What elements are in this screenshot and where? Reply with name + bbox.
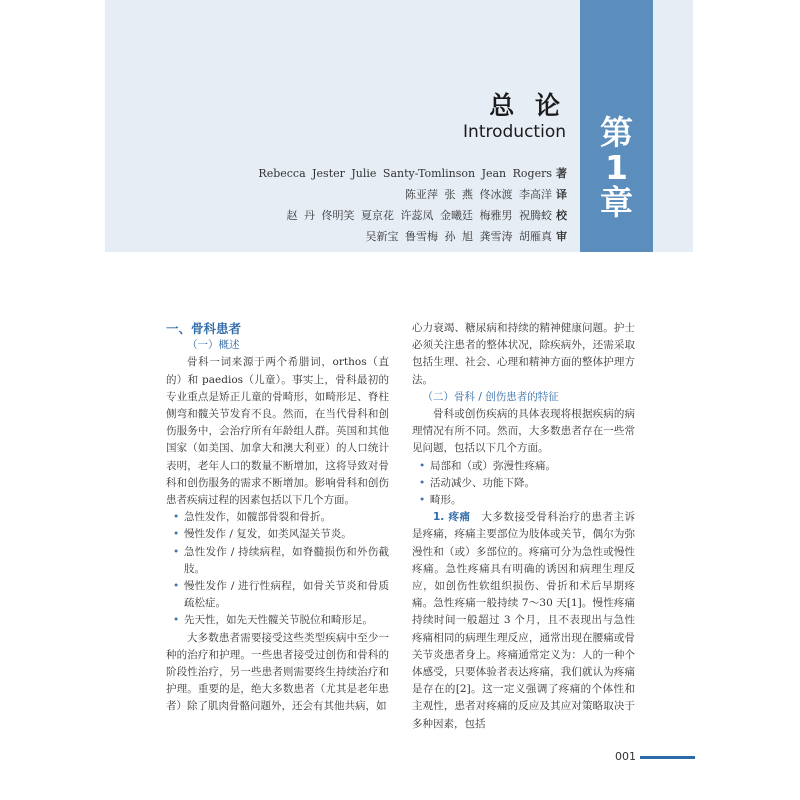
bullet-icon: • — [173, 528, 180, 541]
chapter-title-en: Introduction — [463, 122, 566, 142]
chapter-label-zhang: 章 — [600, 183, 633, 222]
chapter-label-di: 第 — [600, 113, 633, 152]
subsection-heading-characteristics: （二）骨科 / 创伤患者的特征 — [422, 390, 559, 403]
problem-list — [412, 458, 635, 510]
list-item — [166, 578, 389, 612]
bullet-icon: • — [419, 459, 426, 472]
list-item-text: 畸形。 — [430, 494, 462, 507]
list-item — [412, 475, 635, 492]
credit-names: Rebecca Jester Julie Santy-Tomlinson Jean Rogers — [258, 167, 552, 180]
list-item-text: 慢性发作 / 进行性病程，如骨关节炎和骨质疏松症。 — [184, 580, 389, 610]
paragraph-comorbidity: 大多数患者需要接受这些类型疾病中至少一种的治疗和护理。一些患者接受过创伤和骨科的阶段性治疗，另一些患者则需要终生持续治疗和护理。重要的是，绝大多数患者（尤其是老年患者）除了肌肉骨骼问题外，还会有其他共病，如 — [166, 631, 389, 713]
chapter-number: 1 — [605, 148, 628, 187]
page-number-bar — [640, 756, 695, 759]
list-item-text: 活动减少、功能下降。 — [430, 476, 535, 489]
bullet-icon: • — [173, 580, 180, 593]
credit-names: 吴新宝 鲁雪梅 孙 旭 龚雪涛 胡雁真 — [365, 230, 552, 243]
credit-names: 赵 丹 佟明笑 夏京花 许蕊凤 金曦廷 梅雅男 祝腾蛟 — [286, 209, 552, 222]
credit-role: 校 — [556, 209, 567, 222]
paragraph-pain — [412, 509, 635, 733]
bullet-icon: • — [173, 545, 180, 558]
list-item-text: 急性发作 / 持续病程，如脊髓损伤和外伤截肢。 — [184, 545, 389, 575]
paragraph-characteristics: 骨科或创伤疾病的具体表现将根据疾病的病理情况有所不同。然而，大多数患者存在一些常见问题，包括以下几个方面。 — [412, 408, 635, 455]
credit-role: 著 — [556, 167, 567, 180]
left-column — [166, 320, 389, 716]
bullet-icon: • — [419, 476, 426, 489]
pain-heading: 1. 疼痛 — [433, 511, 471, 524]
list-item — [166, 612, 389, 629]
chapter-title-cn: 总 论 — [489, 91, 566, 120]
subsection-heading-overview: （一）概述 — [187, 339, 240, 352]
list-item — [166, 526, 389, 543]
credit-line-reviewers — [366, 229, 567, 244]
list-item-text: 局部和（或）弥漫性疼痛。 — [430, 459, 556, 472]
list-item — [412, 458, 635, 475]
credit-names: 陈亚萍 张 燕 佟冰渡 李高洋 — [405, 188, 552, 201]
right-column — [412, 320, 635, 733]
credit-line-translators — [405, 187, 567, 202]
credit-role: 审 — [556, 230, 567, 243]
list-item — [412, 492, 635, 509]
bullet-icon: • — [173, 511, 180, 524]
page-number: 001 — [615, 750, 636, 763]
list-item — [166, 509, 389, 526]
credit-line-authors — [258, 166, 567, 181]
factor-list — [166, 509, 389, 629]
section-heading: 一、骨科患者 — [166, 321, 242, 336]
paragraph-overview: 骨科一词来源于两个希腊词，orthos（直的）和 paedios（儿童）。事实上，骨科最初的专业重点是矫正儿童的骨畸形，如畸形足、脊柱侧弯和髋关节发育不良。然而，在当代骨科和创伤服务中，会治疗所有年龄组人群。英国和其他国家（如美国、加拿大和澳大利亚）的人口统计表明，老年人口的数量不断增加，这将导致对骨科和创伤服务的需求不断增加。影响骨科和创伤患者疾病过程的因素包括以下几个方面。 — [166, 356, 389, 507]
credit-line-proofreaders — [287, 208, 567, 223]
list-item-text: 慢性发作 / 复发，如类风湿关节炎。 — [184, 528, 352, 541]
list-item — [166, 544, 389, 578]
list-item-text: 急性发作，如髋部骨裂和骨折。 — [184, 511, 331, 524]
bullet-icon: • — [419, 494, 426, 507]
paragraph-continued: 心力衰竭、糖尿病和持续的精神健康问题。护士必须关注患者的整体状况，除疾病外，还需采取包括生理、社会、心理和精神方面的整体护理方法。 — [412, 322, 635, 386]
pain-text: 大多数接受骨科治疗的患者主诉是疼痛，疼痛主要部位为肢体或关节，偶尔为弥漫性和（或）多部位的。疼痛可分为急性或慢性疼痛。急性疼痛具有明确的诱因和病理生理反应，如创伤性软组织损伤、骨折和术后早期疼痛。急性疼痛一般持续 7～30 天[1]。慢性疼痛持续时间一般超过 3 个月，且不表现出与急性疼痛相同的病理生理反应，通常出现在腰痛或骨关节炎患者身上。疼痛通常定义为：人的一种个体感受，只要体验者表达疼痛，我们就认为疼痛是存在的[2]。这一定义强调了疼痛的个体性和主观性，患者对疼痛的反应及其应对策略取决于多种因素，包括 — [412, 511, 636, 730]
bullet-icon: • — [173, 614, 180, 627]
credit-role: 译 — [556, 188, 567, 201]
list-item-text: 先天性，如先天性髋关节脱位和畸形足。 — [184, 614, 373, 627]
